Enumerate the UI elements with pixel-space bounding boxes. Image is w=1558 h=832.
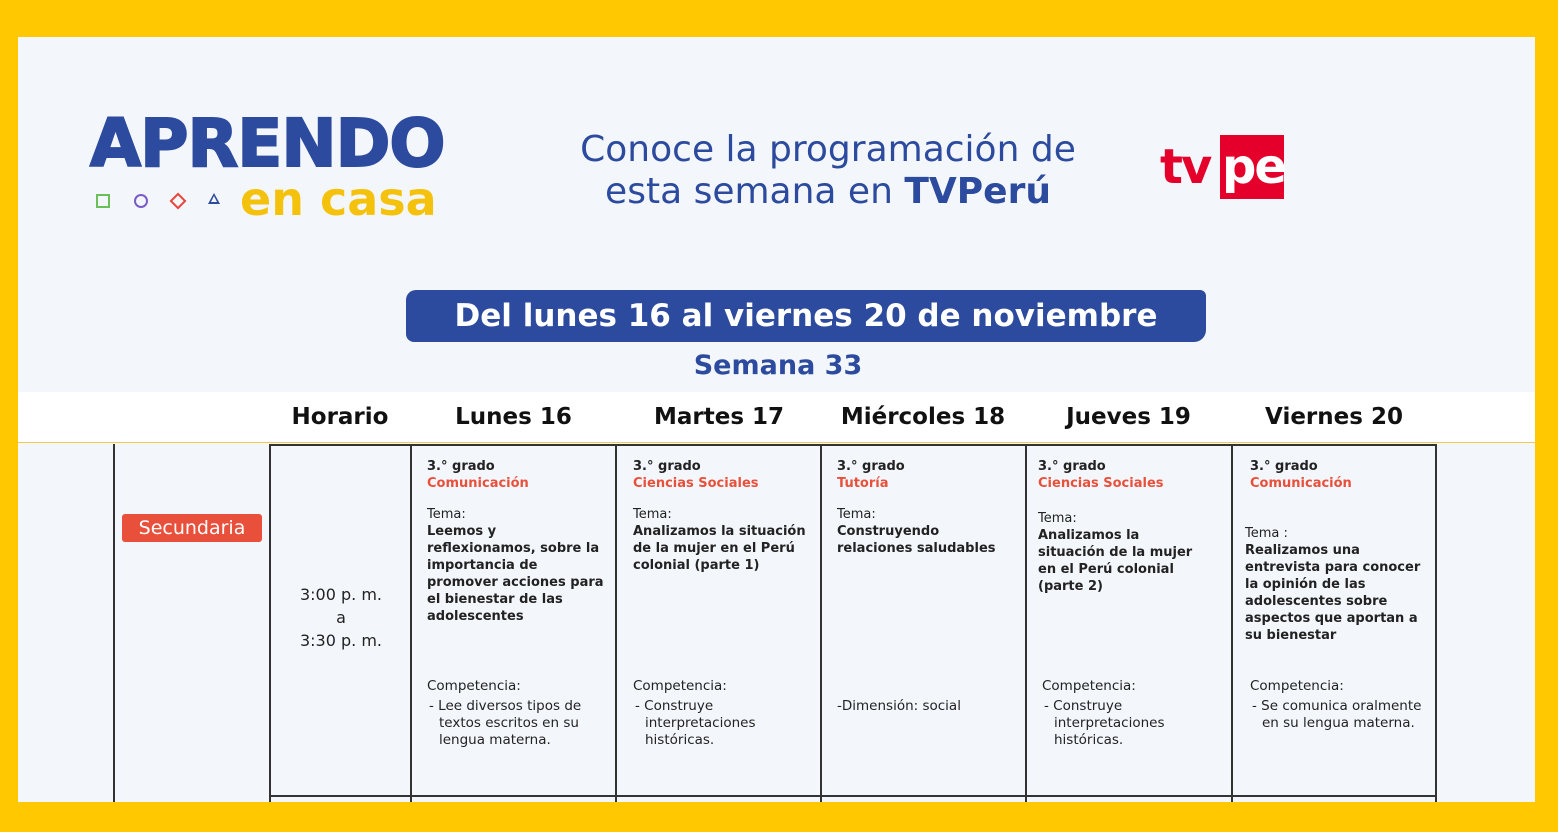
grid-line-vertical [820, 444, 822, 802]
triangle-shape-icon [208, 193, 220, 204]
day-cell-viernes [1250, 458, 1430, 492]
level-badge: Secundaria [122, 514, 262, 542]
subject-label: Ciencias Sociales [1038, 476, 1164, 491]
square-shape-icon [96, 194, 110, 208]
header-jueves: Jueves 19 [1066, 404, 1191, 430]
aprendo-en-casa-logo [90, 105, 470, 225]
day-cell-miercoles [837, 458, 1017, 557]
grid-line-vertical [1435, 444, 1437, 802]
competencia-martes [633, 678, 809, 749]
tvpe-logo [1160, 135, 1288, 199]
grado-label: 3.° grado [1038, 459, 1106, 474]
competencia-label: Competencia: [633, 678, 727, 694]
time-start: 3:00 p. m. [299, 585, 382, 604]
competencia-label: Competencia: [427, 678, 521, 694]
tema-label: Tema: [1038, 511, 1077, 526]
week-label: Semana 33 [693, 350, 863, 381]
subject-label: Comunicación [427, 476, 529, 491]
tema-label: Tema : [1245, 526, 1288, 541]
headline-line2-prefix: esta semana en [605, 171, 905, 212]
header-lunes: Lunes 16 [455, 404, 572, 430]
grid-line-vertical [1025, 444, 1027, 802]
time-end: 3:30 p. m. [299, 631, 382, 650]
header-martes: Martes 17 [653, 404, 785, 430]
grado-label: 3.° grado [427, 459, 495, 474]
headline [518, 129, 1138, 213]
headline-line1: Conoce la programación de [580, 129, 1076, 170]
competencia-text: - Se comunica oralmente en su lengua materna. [1252, 698, 1422, 731]
tvpe-logo-tv: tv [1160, 139, 1211, 195]
competencia-text: - Lee diversos tipos de textos escritos en su lengua materna. [429, 698, 582, 748]
tema-text: Leemos y reflexionamos, sobre la importancia de promover acciones para el bienestar de las adolescentes [427, 524, 604, 624]
day-cell-martes [633, 458, 811, 574]
circle-shape-icon [134, 194, 148, 208]
headline-channel: TVPerú [904, 171, 1051, 212]
time-slot [271, 583, 411, 652]
grado-label: 3.° grado [837, 459, 905, 474]
grid-line-vertical [615, 444, 617, 802]
table-header [18, 392, 1535, 443]
competencia-viernes [1250, 678, 1426, 732]
competencia-text: -Dimensión: social [837, 698, 961, 714]
tema-label: Tema: [427, 507, 466, 522]
competencia-lunes [427, 678, 609, 749]
tema-text: Construyendo relaciones saludables [837, 524, 996, 556]
tema-label: Tema: [837, 507, 876, 522]
logo-title: APRENDO [90, 105, 445, 182]
tema-text: Analizamos la situación de la mujer en el Perú colonial (parte 1) [633, 524, 806, 573]
tema-text: Realizamos una entrevista para conocer la opinión de las adolescentes sobre aspectos que aportan a su bienestar [1245, 543, 1421, 643]
grid-line-horizontal [269, 444, 1437, 446]
competencia-text: - Construye interpretaciones históricas. [1044, 698, 1165, 748]
logo-subtitle: en casa [240, 172, 437, 226]
competencia-label: Competencia: [1042, 678, 1136, 694]
day-cell-lunes [427, 458, 609, 625]
header-miercoles: Miércoles 18 [840, 404, 1006, 430]
competencia-label: Competencia: [1250, 678, 1344, 694]
headline-line2 [518, 171, 1138, 213]
grado-label: 3.° grado [633, 459, 701, 474]
tvpe-logo-pe: pe [1222, 139, 1285, 195]
grid-line-vertical [1231, 444, 1233, 802]
schedule-panel [18, 37, 1535, 802]
diamond-shape-icon [170, 193, 187, 210]
header-horario: Horario [291, 404, 389, 430]
date-range-banner: Del lunes 16 al viernes 20 de noviembre [406, 290, 1206, 342]
subject-label: Tutoría [837, 476, 889, 491]
grid-line-horizontal [269, 795, 1437, 797]
tema-viernes [1245, 525, 1431, 644]
tema-label: Tema: [633, 507, 672, 522]
grado-label: 3.° grado [1250, 459, 1318, 474]
tema-text: Analizamos la situación de la mujer en el Perú colonial (parte 2) [1038, 528, 1193, 594]
time-separator: a [336, 608, 346, 627]
competencia-miercoles [837, 698, 1017, 715]
competencia-jueves [1042, 678, 1218, 749]
subject-label: Ciencias Sociales [633, 476, 759, 491]
competencia-text: - Construye interpretaciones históricas. [635, 698, 756, 748]
subject-label: Comunicación [1250, 476, 1352, 491]
day-cell-jueves [1038, 458, 1218, 595]
header-viernes: Viernes 20 [1265, 404, 1403, 430]
grid-line-vertical [113, 444, 115, 802]
